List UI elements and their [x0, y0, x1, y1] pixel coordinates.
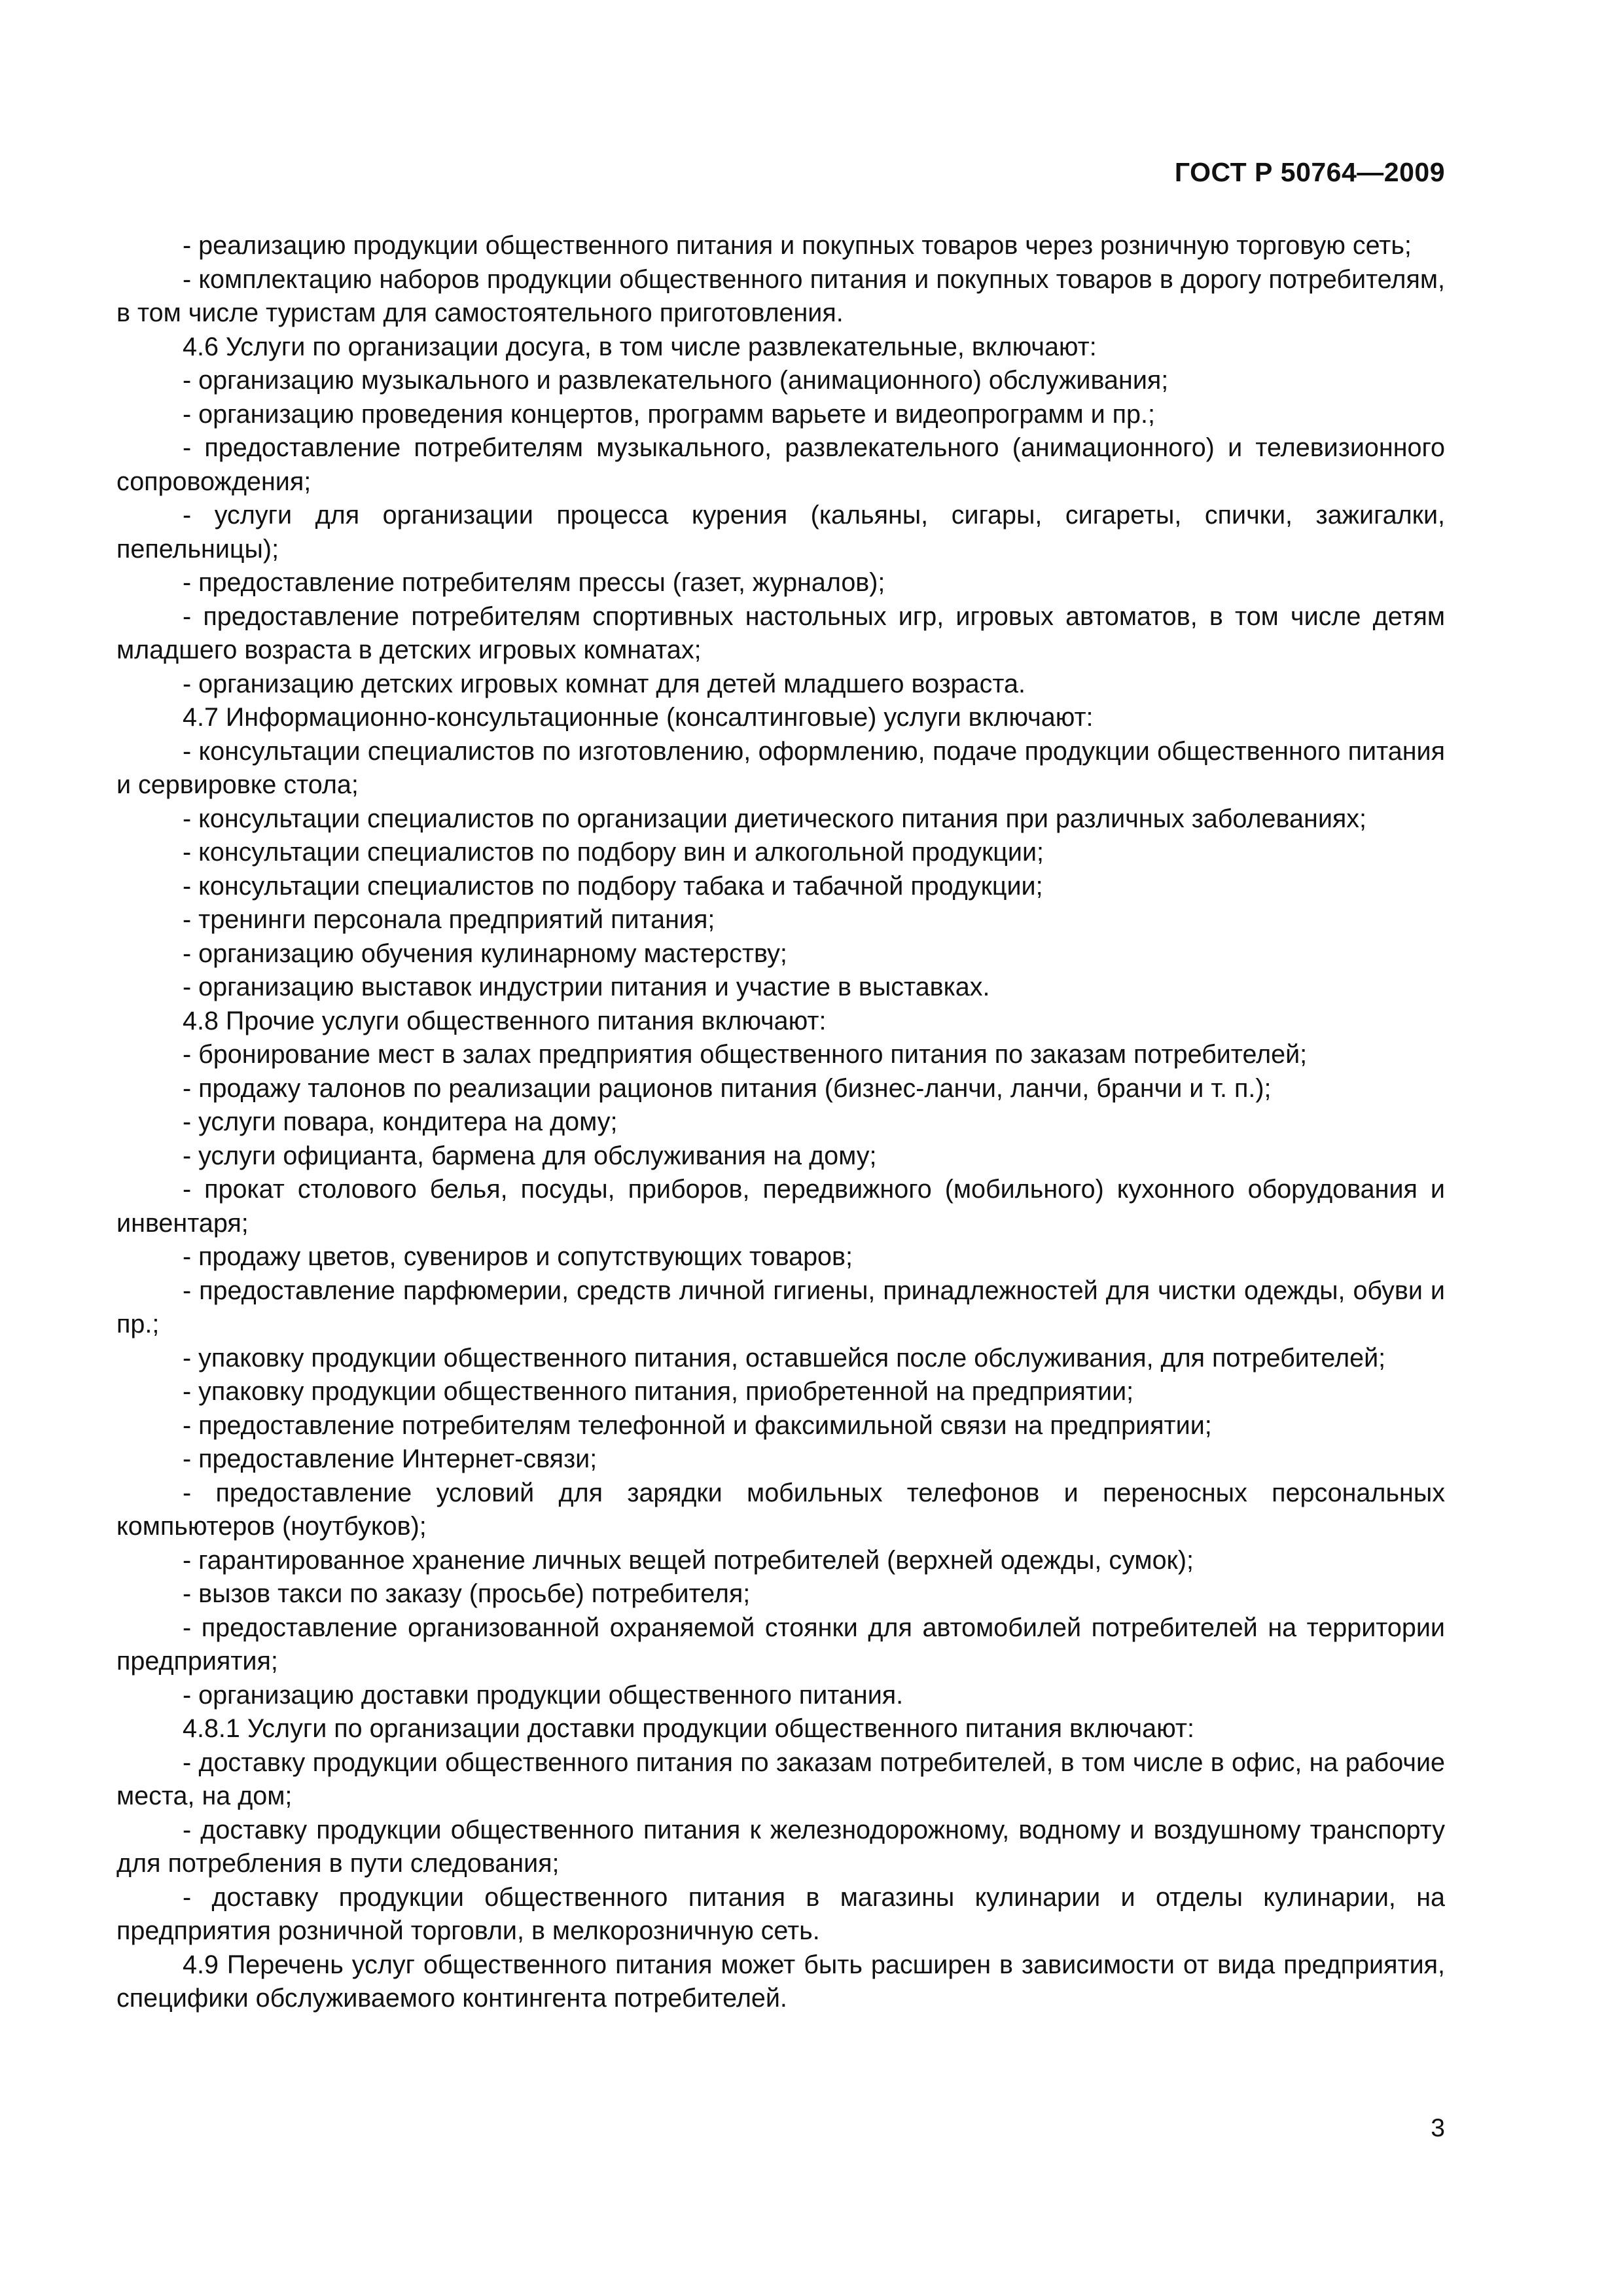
page-number: 3 — [1431, 2114, 1445, 2142]
paragraph: - комплектацию наборов продукции общественного питания и покупных товаров в дорогу потребителям, в том числе туристам для самостоятельного приготовления. — [116, 264, 1445, 327]
paragraph: - гарантированное хранение личных вещей потребителей (верхней одежды, сумок); — [183, 1545, 1194, 1575]
paragraph: - упаковку продукции общественного питания, приобретенной на предприятии; — [183, 1377, 1134, 1406]
paragraph: - тренинги персонала предприятий питания; — [183, 905, 715, 934]
paragraph: 4.7 Информационно-консультационные (консалтинговые) услуги включают: — [183, 703, 1094, 732]
paragraph: - продажу талонов по реализации рационов питания (бизнес-ланчи, ланчи, бранчи и т. п.); — [183, 1073, 1272, 1103]
paragraph: - консультации специалистов по подбору вин и алкогольной продукции; — [183, 838, 1044, 867]
paragraph: 4.8 Прочие услуги общественного питания включают: — [183, 1006, 827, 1035]
paragraph: 4.8.1 Услуги по организации доставки продукции общественного питания включают: — [183, 1714, 1194, 1743]
paragraph: - организацию музыкального и развлекательного (анимационного) обслуживания; — [183, 366, 1169, 395]
document-body — [116, 229, 1445, 2016]
paragraph: - продажу цветов, сувениров и сопутствующих товаров; — [183, 1242, 853, 1271]
paragraph: - предоставление условий для зарядки мобильных телефонов и переносных персональных компьютеров (ноутбуков); — [116, 1478, 1445, 1541]
paragraph: - консультации специалистов по организации диетического питания при различных заболеваниях; — [183, 804, 1367, 833]
paragraph: - консультации специалистов по изготовлению, оформлению, подаче продукции общественного питания и сервировке стола; — [116, 736, 1445, 799]
paragraph: - доставку продукции общественного питания по заказам потребителей, в том числе в офис, на рабочие места, на дом; — [116, 1748, 1445, 1810]
standard-code: ГОСТ Р 50764—2009 — [1174, 157, 1445, 187]
paragraph: - услуги официанта, бармена для обслуживания на дому; — [183, 1141, 877, 1170]
paragraph: - предоставление парфюмерии, средств личной гигиены, принадлежностей для чистки одежды, обуви и пр.; — [116, 1276, 1445, 1338]
paragraph: - доставку продукции общественного питания к железнодорожному, водному и воздушному транспорту для потребления в пути следования; — [116, 1815, 1445, 1878]
paragraph: 4.6 Услуги по организации досуга, в том числе развлекательные, включают: — [183, 332, 1097, 361]
paragraph: - консультации специалистов по подбору табака и табачной продукции; — [183, 871, 1043, 901]
paragraph: - предоставление Интернет-связи; — [183, 1444, 597, 1473]
paragraph: 4.9 Перечень услуг общественного питания может быть расширен в зависимости от вида предприятия, специфики обслуживаемого контингента потребителей. — [116, 1950, 1445, 2013]
paragraph: - упаковку продукции общественного питания, оставшейся после обслуживания, для потребителей; — [183, 1343, 1386, 1372]
paragraph: - организацию обучения кулинарному мастерству; — [183, 939, 787, 968]
paragraph: - вызов такси по заказу (просьбе) потребителя; — [183, 1579, 751, 1608]
paragraph: - реализацию продукции общественного питания и покупных товаров через розничную торговую сеть; — [183, 231, 1412, 260]
paragraph: - организацию проведения концертов, программ варьете и видеопрограмм и пр.; — [183, 399, 1155, 429]
paragraph: - организацию доставки продукции общественного питания. — [183, 1680, 904, 1710]
paragraph: - предоставление потребителям спортивных настольных игр, игровых автоматов, в том числе детям младшего возраста в детских игровых комнатах; — [116, 601, 1445, 664]
paragraph: - организацию детских игровых комнат для детей младшего возраста. — [183, 669, 1026, 698]
paragraph: - услуги повара, кондитера на дому; — [183, 1107, 618, 1136]
paragraph: - предоставление потребителям телефонной и факсимильной связи на предприятии; — [183, 1410, 1212, 1440]
paragraph: - прокат столового белья, посуды, приборов, передвижного (мобильного) кухонного оборудования и инвентаря; — [116, 1175, 1445, 1238]
paragraph: - доставку продукции общественного питания в магазины кулинарии и отделы кулинарии, на предприятия розничной торговли, в мелкорозничную сеть. — [116, 1882, 1445, 1945]
paragraph: - предоставление потребителям прессы (газет, журналов); — [183, 568, 885, 597]
paragraph: - предоставление потребителям музыкального, развлекательного (анимационного) и телевизионного сопровождения; — [116, 433, 1445, 496]
paragraph: - предоставление организованной охраняемой стоянки для автомобилей потребителей на территории предприятия; — [116, 1613, 1445, 1676]
paragraph: - услуги для организации процесса курения (кальяны, сигары, сигареты, спички, зажигалки, пепельницы); — [116, 501, 1445, 564]
paragraph: - бронирование мест в залах предприятия общественного питания по заказам потребителей; — [183, 1040, 1308, 1069]
paragraph: - организацию выставок индустрии питания и участие в выставках. — [183, 973, 990, 1001]
